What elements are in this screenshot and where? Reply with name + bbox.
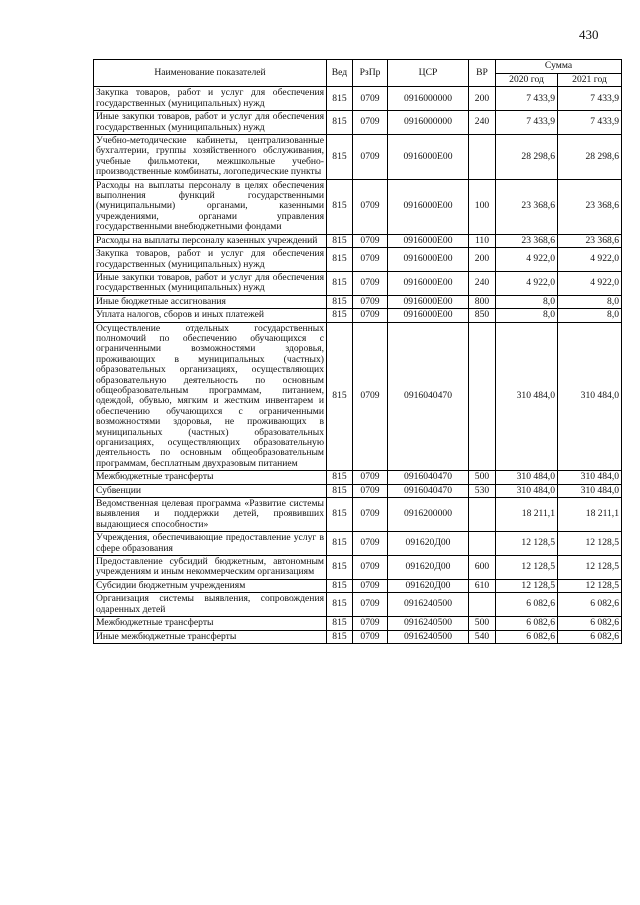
cell-sum-2020: 8,0 — [496, 309, 558, 322]
col-header-year-2021: 2021 год — [558, 74, 622, 87]
cell-name: Иные закупки товаров, работ и услуг для обеспечения государственных (муниципальных) нужд — [94, 111, 327, 135]
cell-sum-2020: 310 484,0 — [496, 322, 558, 471]
cell-csr: 0916000Е00 — [388, 234, 469, 247]
cell-rzpr: 0709 — [353, 617, 388, 630]
table-row — [94, 556, 622, 580]
cell-ved: 815 — [327, 471, 353, 484]
cell-ved: 815 — [327, 179, 353, 234]
cell-sum-2020: 310 484,0 — [496, 471, 558, 484]
cell-ved: 815 — [327, 295, 353, 308]
cell-ved: 815 — [327, 593, 353, 617]
cell-ved: 815 — [327, 532, 353, 556]
cell-sum-2020: 7 433,9 — [496, 87, 558, 111]
cell-vr: 200 — [469, 87, 496, 111]
cell-vr: 500 — [469, 617, 496, 630]
table-row — [94, 630, 622, 643]
cell-vr — [469, 322, 496, 471]
cell-name: Иные бюджетные ассигнования — [94, 295, 327, 308]
cell-sum-2021: 7 433,9 — [558, 111, 622, 135]
cell-name: Осуществление отдельных государственных полномочий по обеспечению обучающихся с ограниченными возможностями здоровья, проживающих в муниципальных (частных) образовательных организациях, осуществляющих образовательную деятельность по основным общеобразовательным программам, питанием, одеждой, обувью, мягким и жестким инвентарем и обеспечению обучающихся с ограниченными возможностями здоровья, не проживающих в муниципальных (частных) образовательных организациях, осуществляющих образовательную деятельность по основным общеобразовательным программам, бесплатным двухразовым питанием — [94, 322, 327, 471]
cell-name: Организация системы выявления, сопровождения одаренных детей — [94, 593, 327, 617]
col-header-vr: ВР — [469, 60, 496, 87]
cell-csr: 0916000Е00 — [388, 248, 469, 272]
cell-sum-2020: 28 298,6 — [496, 135, 558, 180]
cell-name: Уплата налогов, сборов и иных платежей — [94, 309, 327, 322]
cell-ved: 815 — [327, 556, 353, 580]
table-row — [94, 234, 622, 247]
cell-ved: 815 — [327, 322, 353, 471]
cell-vr — [469, 135, 496, 180]
cell-vr: 800 — [469, 295, 496, 308]
cell-vr: 850 — [469, 309, 496, 322]
cell-sum-2020: 6 082,6 — [496, 617, 558, 630]
cell-name: Межбюджетные трансферты — [94, 471, 327, 484]
col-header-csr: ЦСР — [388, 60, 469, 87]
cell-sum-2021: 7 433,9 — [558, 87, 622, 111]
cell-rzpr: 0709 — [353, 630, 388, 643]
cell-sum-2020: 12 128,5 — [496, 556, 558, 580]
cell-name: Учебно-методические кабинеты, централизованные бухгалтерии, группы хозяйственного обслуживания, учебные фильмотеки, межшкольные учебно-производственные комбинаты, логопедические пункты — [94, 135, 327, 180]
cell-ved: 815 — [327, 87, 353, 111]
cell-sum-2021: 4 922,0 — [558, 271, 622, 295]
table-row — [94, 471, 622, 484]
table-row — [94, 498, 622, 532]
cell-ved: 815 — [327, 630, 353, 643]
cell-ved: 815 — [327, 111, 353, 135]
cell-sum-2021: 28 298,6 — [558, 135, 622, 180]
cell-sum-2021: 23 368,6 — [558, 179, 622, 234]
col-header-ved: Вед — [327, 60, 353, 87]
col-header-year-2020: 2020 год — [496, 74, 558, 87]
cell-csr: 0916000Е00 — [388, 309, 469, 322]
cell-vr: 500 — [469, 471, 496, 484]
cell-csr: 0916240500 — [388, 593, 469, 617]
cell-sum-2021: 12 128,5 — [558, 532, 622, 556]
col-header-name: Наименование показателей — [94, 60, 327, 87]
cell-sum-2021: 6 082,6 — [558, 593, 622, 617]
cell-rzpr: 0709 — [353, 271, 388, 295]
cell-rzpr: 0709 — [353, 556, 388, 580]
cell-csr: 0916000000 — [388, 111, 469, 135]
table-row — [94, 579, 622, 592]
cell-ved: 815 — [327, 135, 353, 180]
cell-ved: 815 — [327, 309, 353, 322]
table-row — [94, 309, 622, 322]
cell-sum-2020: 12 128,5 — [496, 579, 558, 592]
cell-vr — [469, 593, 496, 617]
cell-sum-2020: 18 211,1 — [496, 498, 558, 532]
cell-ved: 815 — [327, 234, 353, 247]
cell-sum-2020: 23 368,6 — [496, 179, 558, 234]
cell-rzpr: 0709 — [353, 248, 388, 272]
cell-csr: 0916040470 — [388, 484, 469, 497]
table-row — [94, 617, 622, 630]
cell-sum-2021: 6 082,6 — [558, 617, 622, 630]
cell-sum-2021: 23 368,6 — [558, 234, 622, 247]
cell-sum-2020: 6 082,6 — [496, 593, 558, 617]
cell-name: Расходы на выплаты персоналу в целях обеспечения выполнения функций государственными (муниципальными) органами, казенными учреждениями, органами управления государственными внебюджетными фондами — [94, 179, 327, 234]
cell-name: Иные закупки товаров, работ и услуг для обеспечения государственных (муниципальных) нужд — [94, 271, 327, 295]
cell-name: Субсидии бюджетным учреждениям — [94, 579, 327, 592]
cell-sum-2020: 310 484,0 — [496, 484, 558, 497]
col-header-rzpr: РзПр — [353, 60, 388, 87]
cell-sum-2021: 8,0 — [558, 295, 622, 308]
cell-vr: 610 — [469, 579, 496, 592]
cell-ved: 815 — [327, 498, 353, 532]
cell-sum-2020: 7 433,9 — [496, 111, 558, 135]
table-row — [94, 322, 622, 471]
cell-rzpr: 0709 — [353, 498, 388, 532]
table-row — [94, 295, 622, 308]
cell-vr: 200 — [469, 248, 496, 272]
cell-rzpr: 0709 — [353, 579, 388, 592]
cell-sum-2021: 310 484,0 — [558, 322, 622, 471]
cell-rzpr: 0709 — [353, 309, 388, 322]
cell-name: Предоставление субсидий бюджетным, автономным учреждениям и иным некоммерческим организациям — [94, 556, 327, 580]
page-number: 430 — [579, 27, 599, 42]
table-body — [94, 87, 622, 644]
cell-rzpr: 0709 — [353, 234, 388, 247]
cell-sum-2020: 23 368,6 — [496, 234, 558, 247]
header-row — [94, 60, 622, 74]
cell-name: Закупка товаров, работ и услуг для обеспечения государственных (муниципальных) нужд — [94, 248, 327, 272]
cell-name: Ведомственная целевая программа «Развитие системы выявления и поддержки детей, проявивших выдающиеся способности» — [94, 498, 327, 532]
cell-sum-2021: 310 484,0 — [558, 471, 622, 484]
cell-csr: 0916040470 — [388, 471, 469, 484]
cell-sum-2020: 6 082,6 — [496, 630, 558, 643]
cell-ved: 815 — [327, 484, 353, 497]
cell-sum-2021: 4 922,0 — [558, 248, 622, 272]
cell-sum-2021: 18 211,1 — [558, 498, 622, 532]
cell-sum-2021: 12 128,5 — [558, 579, 622, 592]
cell-name: Иные межбюджетные трансферты — [94, 630, 327, 643]
cell-rzpr: 0709 — [353, 135, 388, 180]
cell-ved: 815 — [327, 617, 353, 630]
cell-rzpr: 0709 — [353, 295, 388, 308]
cell-vr: 240 — [469, 271, 496, 295]
cell-rzpr: 0709 — [353, 179, 388, 234]
cell-rzpr: 0709 — [353, 484, 388, 497]
cell-csr: 091620Д00 — [388, 556, 469, 580]
cell-sum-2020: 12 128,5 — [496, 532, 558, 556]
cell-rzpr: 0709 — [353, 532, 388, 556]
table-row — [94, 111, 622, 135]
cell-name: Межбюджетные трансферты — [94, 617, 327, 630]
cell-csr: 0916000Е00 — [388, 135, 469, 180]
cell-rzpr: 0709 — [353, 471, 388, 484]
table-row — [94, 484, 622, 497]
cell-csr: 0916000000 — [388, 87, 469, 111]
cell-sum-2021: 12 128,5 — [558, 556, 622, 580]
cell-name: Субвенции — [94, 484, 327, 497]
cell-name: Учреждения, обеспечивающие предоставление услуг в сфере образования — [94, 532, 327, 556]
cell-csr: 0916240500 — [388, 630, 469, 643]
cell-csr: 0916000Е00 — [388, 179, 469, 234]
cell-vr — [469, 532, 496, 556]
table-row — [94, 271, 622, 295]
cell-csr: 091620Д00 — [388, 579, 469, 592]
cell-ved: 815 — [327, 271, 353, 295]
table-row — [94, 248, 622, 272]
cell-name: Закупка товаров, работ и услуг для обеспечения государственных (муниципальных) нужд — [94, 87, 327, 111]
cell-csr: 0916000Е00 — [388, 295, 469, 308]
cell-sum-2021: 310 484,0 — [558, 484, 622, 497]
table-row — [94, 87, 622, 111]
cell-csr: 0916000Е00 — [388, 271, 469, 295]
table-row — [94, 593, 622, 617]
cell-csr: 091620Д00 — [388, 532, 469, 556]
cell-ved: 815 — [327, 579, 353, 592]
table-row — [94, 179, 622, 234]
table-row — [94, 135, 622, 180]
cell-rzpr: 0709 — [353, 593, 388, 617]
table-row — [94, 532, 622, 556]
cell-sum-2021: 6 082,6 — [558, 630, 622, 643]
cell-vr: 240 — [469, 111, 496, 135]
cell-sum-2020: 4 922,0 — [496, 248, 558, 272]
cell-name: Расходы на выплаты персоналу казенных учреждений — [94, 234, 327, 247]
cell-csr: 0916200000 — [388, 498, 469, 532]
cell-rzpr: 0709 — [353, 111, 388, 135]
cell-vr: 110 — [469, 234, 496, 247]
cell-sum-2020: 8,0 — [496, 295, 558, 308]
cell-vr: 100 — [469, 179, 496, 234]
cell-sum-2021: 8,0 — [558, 309, 622, 322]
col-header-sum: Сумма — [496, 60, 622, 74]
cell-csr: 0916240500 — [388, 617, 469, 630]
cell-vr: 530 — [469, 484, 496, 497]
cell-rzpr: 0709 — [353, 322, 388, 471]
cell-vr — [469, 498, 496, 532]
cell-sum-2020: 4 922,0 — [496, 271, 558, 295]
cell-vr: 600 — [469, 556, 496, 580]
cell-ved: 815 — [327, 248, 353, 272]
cell-csr: 0916040470 — [388, 322, 469, 471]
cell-vr: 540 — [469, 630, 496, 643]
budget-table — [93, 59, 622, 644]
cell-rzpr: 0709 — [353, 87, 388, 111]
